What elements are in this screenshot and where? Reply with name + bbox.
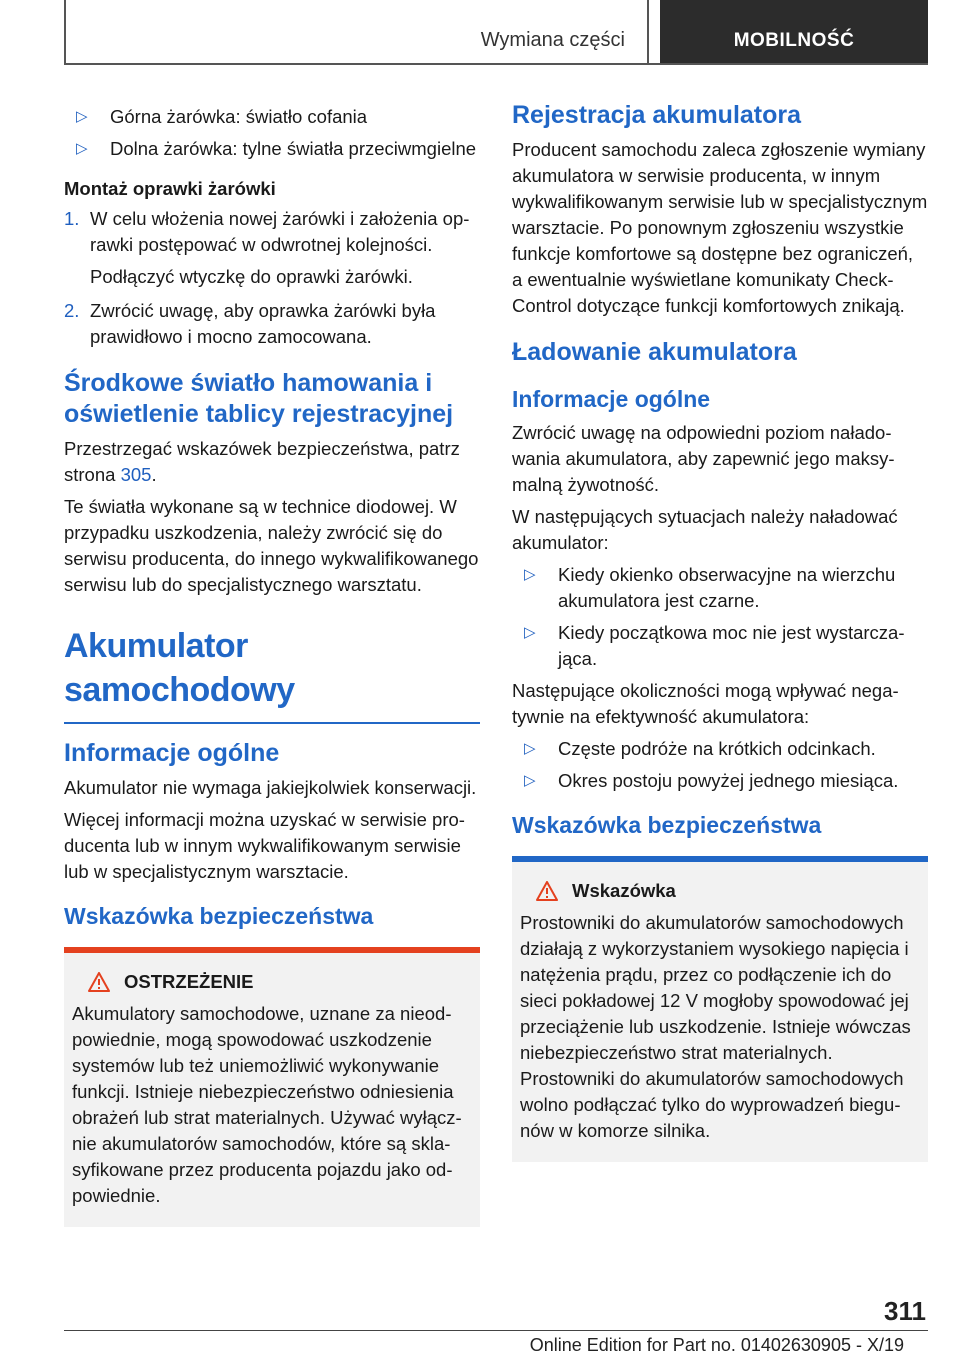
header-section-title: Wymiana części	[480, 29, 625, 51]
registration-paragraph: Producent samochodu zaleca zgłoszenie wymiany akumulatora w serwisie producenta, w innym wykwalifikowanym serwisie lub w specjalistycznym warsztacie. Po ponownym zgłoszeniu wszystkie funkcje komfortowe są dostępne bez ograniczeń, a ewentualnie wyświetlane komunikaty Check-Control dotyczące funkcji komfortowych znikają.	[512, 139, 928, 316]
charge-paragraph-1: Zwrócić uwagę na odpowiedni poziom naładowania akumulatora, aby zapewnić jego maksymalną żywotność.	[512, 422, 895, 495]
info-paragraph-2: Więcej informacji można uzyskać w serwisie producenta lub w innym wykwalifikowanym serwisie lub w specjalistycznym warsztacie.	[64, 809, 465, 882]
step-2	[64, 298, 480, 350]
page-number: 311	[884, 1296, 926, 1326]
charge-paragraph-2: W następujących sytuacjach należy naładować akumulator:	[512, 506, 898, 553]
right-column	[512, 100, 928, 1162]
header-rule	[64, 63, 928, 65]
header-section-box	[64, 0, 649, 64]
step-1-extra: Podłączyć wtyczkę do oprawki żarówki.	[90, 266, 413, 287]
triangle-right-icon: ▷	[524, 772, 536, 789]
step-number: 1.	[64, 208, 80, 229]
left-column	[64, 100, 480, 1227]
info-heading-left: Informacje ogólne	[64, 739, 280, 767]
battery-heading-rule	[64, 722, 480, 724]
safety-heading-right: Wskazówka bezpieczeństwa	[512, 812, 822, 838]
step-text: Zwrócić uwagę, aby oprawka żarówki była prawidłowo i mocno zamocowana.	[90, 300, 436, 347]
header-chapter-tab	[660, 0, 928, 64]
brake-light-heading: Środkowe światło hamowania i oświetlenie tablicy rejestracyjnej	[64, 369, 454, 428]
triangle-right-icon: ▷	[524, 740, 536, 757]
list-item: ▷ Częste podróże na krótkich odcinkach.	[512, 736, 928, 762]
triangle-right-icon: ▷	[76, 108, 88, 125]
warning-text: Akumulatory samochodowe, uznane za nieodpowiednie, mogą spowodować uszkodzenie systemów lub też uniemożliwić wykonywanie funkcji. Istnieje niebezpieczeństwo odniesienia obrażeń lub strat materialnych. Używać wyłącznie akumulatorów samochodów, które są sklasyfikowane przez producenta pojazdu jako odpowiednie.	[72, 1003, 462, 1206]
list-item: ▷ Okres postoju powyżej jednego miesiąca.	[512, 768, 928, 794]
list-item: ▷ Dolna żarówka: tylne światła przeciwmgielne	[64, 136, 480, 162]
safety-heading-left: Wskazówka bezpieczeństwa	[64, 903, 374, 929]
list-item: ▷ Kiedy okienko obserwacyjne na wierzchu akumulatora jest czarne.	[512, 562, 928, 614]
brake-paragraph-1: Przestrzegać wskazówek bezpieczeństwa, patrz strona 305.	[64, 438, 460, 485]
brake-paragraph-2: Te światła wykonane są w technice diodowej. W przypadku uszkodzenia, należy zwrócić się do serwisu producenta, do innego wykwalifikowanego serwisu lub do specjalistycznego warsztatu.	[64, 496, 479, 595]
step-number: 2.	[64, 300, 80, 321]
info-paragraph-1: Akumulator nie wymaga jakiejkolwiek konserwacji.	[64, 777, 477, 798]
step-1	[64, 206, 480, 258]
registration-heading: Rejestracja akumulatora	[512, 101, 802, 129]
header-chapter-title: MOBILNOŚĆ	[733, 30, 855, 51]
warning-triangle-icon	[536, 881, 558, 901]
list-item: ▷ Kiedy początkowa moc nie jest wystarczająca.	[512, 620, 928, 672]
warning-triangle-icon	[88, 972, 110, 992]
triangle-right-icon: ▷	[76, 140, 88, 157]
note-text: Prostowniki do akumulatorów samochodowych działają z wykorzystaniem wysokiego napięcia i natężenia prądu, przez co podłączenie ich do sieci pokładowej 12 V mogłoby spowodować jej przeciążenie lub uszkodzenie. Istnieje wówczas niebezpieczeństwo strat materialnych. Prostowniki do akumulatorów samochodowych wolno podłączać tylko do wyprowadzeń biegunów w komorze silnika.	[520, 912, 911, 1141]
note-title-row	[520, 880, 920, 902]
info-heading-right: Informacje ogólne	[512, 386, 711, 412]
triangle-right-icon: ▷	[524, 566, 536, 583]
step-text: W celu włożenia nowej żarówki i założenia oprawki postępować w odwrotnej kolejności.	[90, 208, 470, 255]
triangle-right-icon: ▷	[524, 624, 536, 641]
footer-edition: Online Edition for Part no. 01402630905 - X/19	[529, 1335, 904, 1355]
footer-rule	[64, 1330, 928, 1331]
note-box	[512, 856, 928, 1162]
warning-box	[64, 947, 480, 1227]
mount-title: Montaż oprawki żarówki	[64, 178, 276, 199]
charging-heading: Ładowanie akumulatora	[512, 338, 797, 366]
warning-title: OSTRZEŻENIE	[124, 971, 254, 992]
warning-title-row	[72, 971, 472, 993]
list-item: ▷ Górna żarówka: światło cofania	[64, 104, 480, 130]
page-link-305[interactable]: 305	[120, 464, 152, 485]
note-title: Wskazówka	[572, 880, 676, 901]
charge-paragraph-3: Następujące okoliczności mogą wpływać negatywnie na efektywność akumulatora:	[512, 680, 899, 727]
battery-heading: Akumulator samochodowy	[64, 627, 295, 709]
